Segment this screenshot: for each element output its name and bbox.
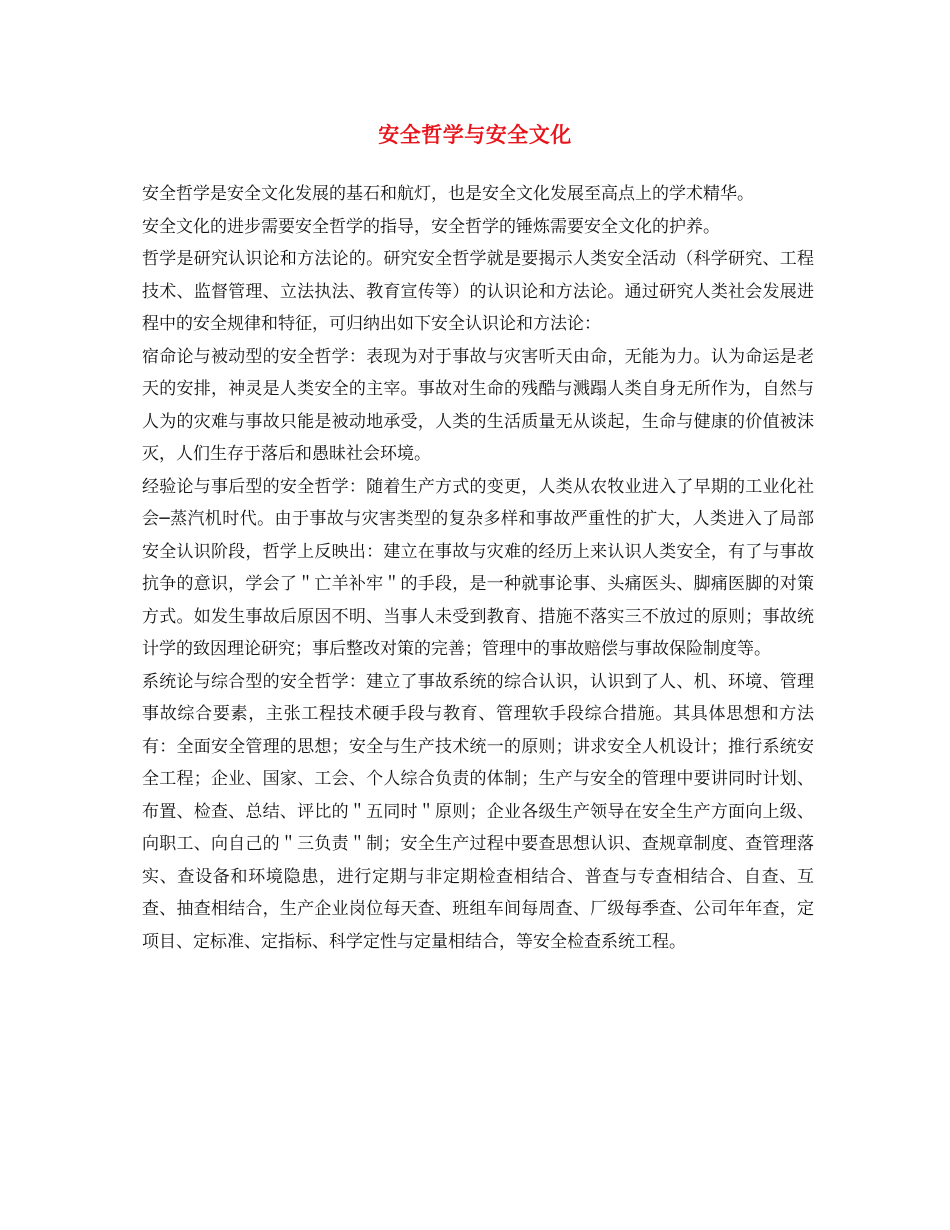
paragraph-1: 安全哲学是安全文化发展的基石和航灯，也是安全文化发展至高点上的学术精华。 [142, 184, 754, 204]
paragraph-2: 安全文化的进步需要安全哲学的指导，安全哲学的锤炼需要安全文化的护养。 [142, 216, 720, 237]
paragraph-5: 经验论与事后型的安全哲学：随着生产方式的变更，人类从农牧业进入了早期的工业化社会─蒸汽机时代。由于事故与灾害类型的复杂多样和事故严重性的扩大，人类进入了局部安全认识阶段，哲学上反映出：建立在事故与灾难的经历上来认识人类安全，有了与事故抗争的意识，学会了＂亡羊补牢＂的手段，是一种就事论事、头痛医头、脚痛医脚的对策方式。如发生事故后原因不明、当事人未受到教育、措施不落实三不放过的原则；事故统计学的致因理论研究；事后整改对策的完善；管理中的事故赔偿与事故保险制度等。 [142, 476, 814, 659]
paragraph-6: 系统论与综合型的安全哲学：建立了事故系统的综合认识，认识到了人、机、环境、管理事故综合要素，主张工程技术硬手段与教育、管理软手段综合措施。其具体思想和方法有：全面安全管理的思想；安全与生产技术统一的原则；讲求安全人机设计；推行系统安全工程；企业、国家、工会、个人综合负责的体制；生产与安全的管理中要讲同时计划、布置、检查、总结、评比的＂五同时＂原则；企业各级生产领导在安全生产方面向上级、向职工、向自己的＂三负责＂制；安全生产过程中要查思想认识、查规章制度、查管理落实、查设备和环境隐患，进行定期与非定期检查相结合、普查与专查相结合、自查、互查、抽查相结合，生产企业岗位每天查、班组车间每周查、厂级每季查、公司年年查，定项目、定标准、定指标、科学定性与定量相结合，等安全检查系统工程。 [142, 671, 814, 952]
document-title: 安全哲学与安全文化 [378, 122, 572, 147]
paragraph-3: 哲学是研究认识论和方法论的。研究安全哲学就是要揭示人类安全活动（科学研究、工程技术、监督管理、立法执法、教育宣传等）的认识论和方法论。通过研究人类社会发展进程中的安全规律和特征，可归纳出如下安全认识论和方法论： [142, 249, 814, 334]
document-body [142, 178, 814, 958]
paragraph-4: 宿命论与被动型的安全哲学：表现为对于事故与灾害听天由命，无能为力。认为命运是老天的安排，神灵是人类安全的主宰。事故对生命的残酷与溅蹋人类自身无所作为，自然与人为的灾难与事故只能是被动地承受，人类的生活质量无从谈起，生命与健康的价值被沫灭，人们生存于落后和愚昧社会环境。 [142, 346, 814, 464]
